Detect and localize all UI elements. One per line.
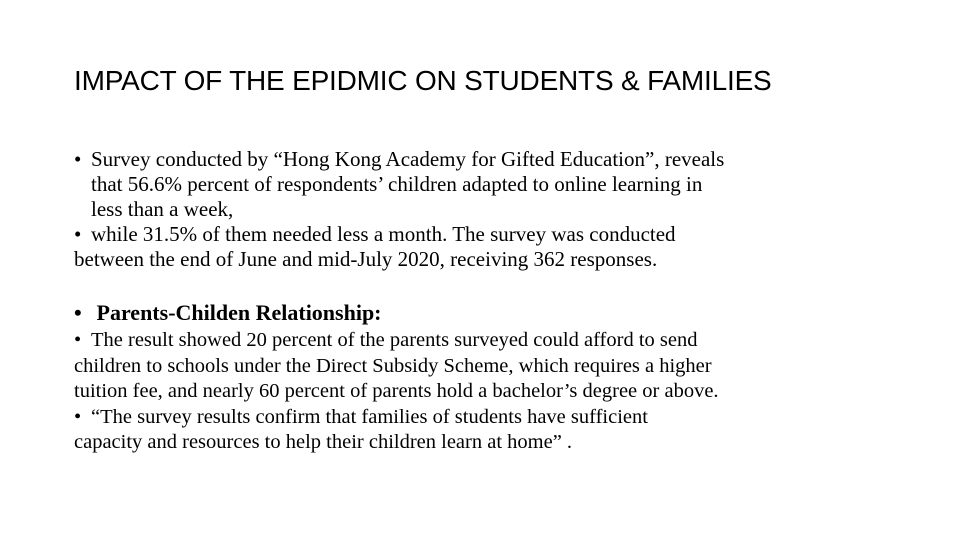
bullet-icon: • — [74, 329, 82, 351]
bullet-icon: • — [74, 222, 82, 246]
relationship-block — [74, 299, 904, 456]
section-heading — [74, 299, 904, 327]
survey-block — [74, 147, 904, 272]
survey-text-3: less than a week, — [91, 197, 234, 221]
bullet-line — [74, 222, 904, 247]
relationship-text-2: children to schools under the Direct Subsidy Scheme, which requires a higher — [74, 354, 712, 377]
survey-text-5: between the end of June and mid-July 2020, receiving 362 responses. — [74, 247, 658, 271]
heading-text: Parents-Childen Relationship: — [91, 300, 382, 325]
relationship-text-4: “The survey results confirm that families of students have sufficient — [91, 405, 648, 428]
survey-text-2: that 56.6% percent of respondents’ children adapted to online learning in — [91, 172, 703, 196]
relationship-text-1: The result showed 20 percent of the parents surveyed could afford to send — [91, 329, 698, 351]
relationship-text-3: tuition fee, and nearly 60 percent of parents hold a bachelor’s degree or above. — [74, 380, 719, 402]
survey-text-1: Survey conducted by “Hong Kong Academy for Gifted Education”, reveals — [91, 147, 725, 171]
bullet-icon: • — [74, 300, 82, 325]
bullet-icon: • — [74, 147, 82, 171]
relationship-text-5: capacity and resources to help their children learn at home” . — [74, 431, 573, 453]
bullet-line — [74, 147, 904, 172]
slide-title: IMPACT OF THE EPIDMIC ON STUDENTS & FAMILIES — [74, 65, 772, 96]
bullet-icon: • — [74, 405, 82, 428]
bullet-line — [74, 328, 904, 354]
bullet-line — [74, 405, 904, 431]
survey-text-4: while 31.5% of them needed less a month. The survey was conducted — [91, 222, 676, 246]
